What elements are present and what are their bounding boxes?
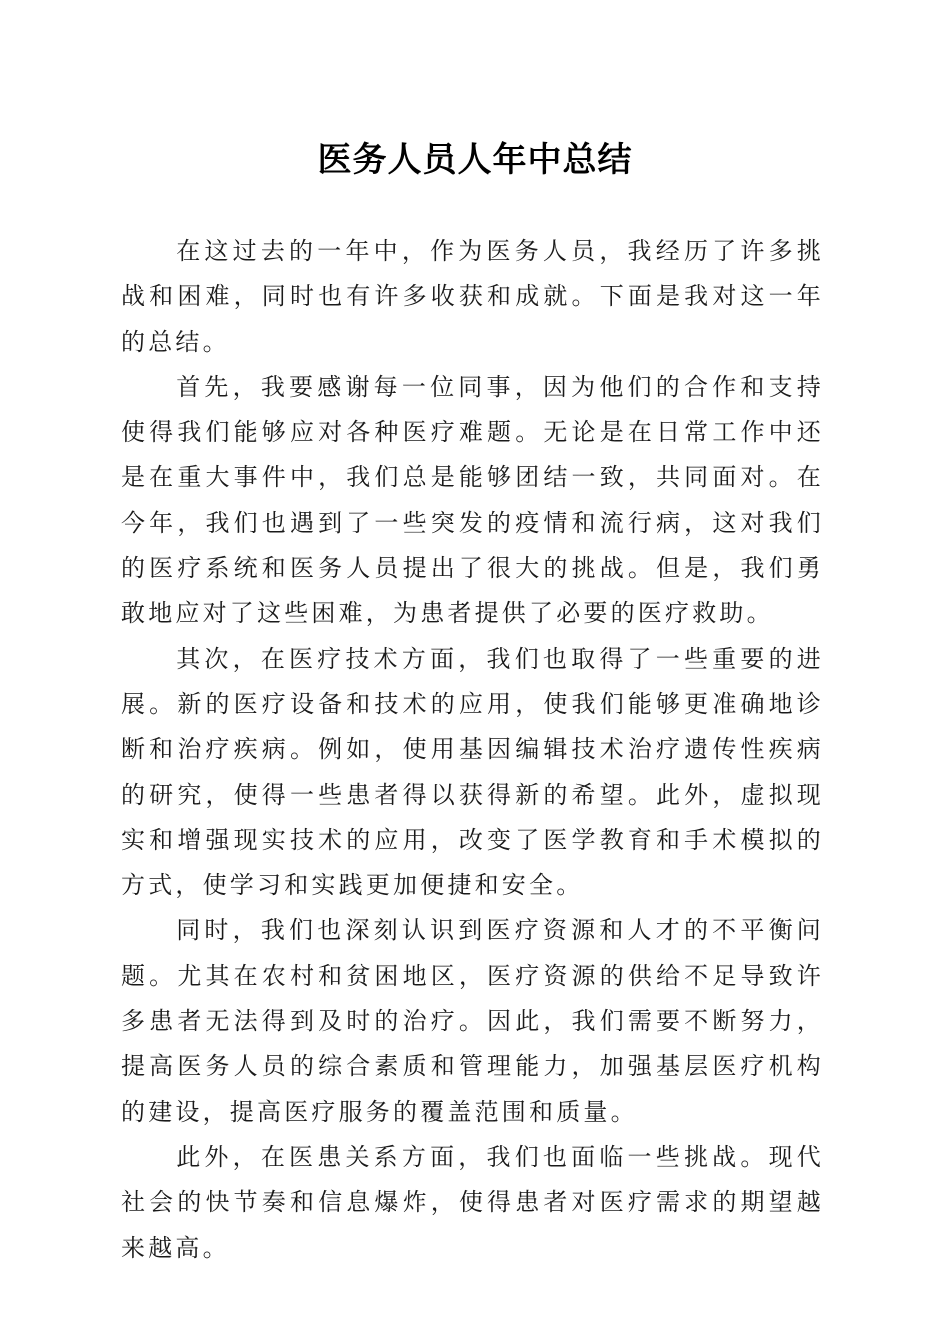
paragraph-5: 此外，在医患关系方面，我们也面临一些挑战。现代社会的快节奏和信息爆炸，使得患者对医疗需求的期望越来越高。: [121, 1142, 824, 1262]
document-body: [121, 229, 824, 1271]
paragraph-2: 首先，我要感谢每一位同事，因为他们的合作和支持使得我们能够应对各种医疗难题。无论是在日常工作中还是在重大事件中，我们总是能够团结一致，共同面对。在今年，我们也遇到了一些突发的疫情和流行病，这对我们的医疗系统和医务人员提出了很大的挑战。但是，我们勇敢地应对了这些困难，为患者提供了必要的医疗救助。: [121, 372, 824, 628]
paragraph-3: 其次，在医疗技术方面，我们也取得了一些重要的进展。新的医疗设备和技术的应用，使我们能够更准确地诊断和治疗疾病。例如，使用基因编辑技术治疗遗传性疾病的研究，使得一些患者得以获得新的希望。此外，虚拟现实和增强现实技术的应用，改变了医学教育和手术模拟的方式，使学习和实践更加便捷和安全。: [121, 644, 824, 900]
paragraph-4: 同时，我们也深刻认识到医疗资源和人才的不平衡问题。尤其在农村和贫困地区，医疗资源的供给不足导致许多患者无法得到及时的治疗。因此，我们需要不断努力，提高医务人员的综合素质和管理能力，加强基层医疗机构的建设，提高医疗服务的覆盖范围和质量。: [121, 916, 824, 1126]
paragraph-1: 在这过去的一年中，作为医务人员，我经历了许多挑战和困难，同时也有许多收获和成就。下面是我对这一年的总结。: [121, 237, 824, 356]
document-title: 医务人员人年中总结: [317, 140, 633, 180]
